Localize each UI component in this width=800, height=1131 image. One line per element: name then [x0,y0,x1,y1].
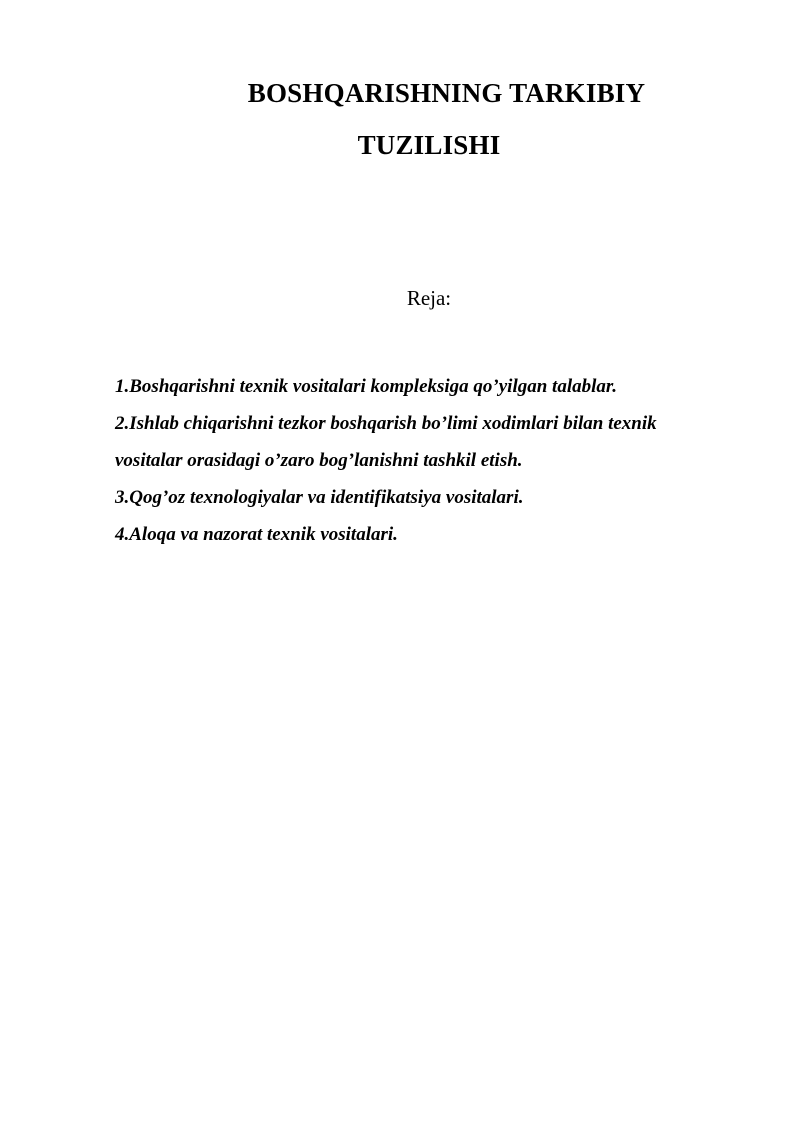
plan-item-2-continuation: vositalar orasidagi o’zaro bog’lanishni tashkil etish. [115,450,523,471]
plan-item-3: 3.Qog’oz texnologiyalar va identifikatsiya vositalari. [115,487,524,508]
document-title-line-1: BOSHQARISHNING TARKIBIY [247,78,646,108]
plan-list [115,368,745,553]
document-title-line-2: TUZILISHI [357,130,501,160]
plan-item-4: 4.Aloqa va nazorat texnik vositalari. [115,524,398,545]
plan-item-1: 1.Boshqarishni texnik vositalari kompleksiga qo’yilgan talablar. [115,376,617,397]
plan-heading: Reja: [406,286,452,310]
plan-item-2: 2.Ishlab chiqarishni tezkor boshqarish bo’limi xodimlari bilan texnik [115,413,657,434]
